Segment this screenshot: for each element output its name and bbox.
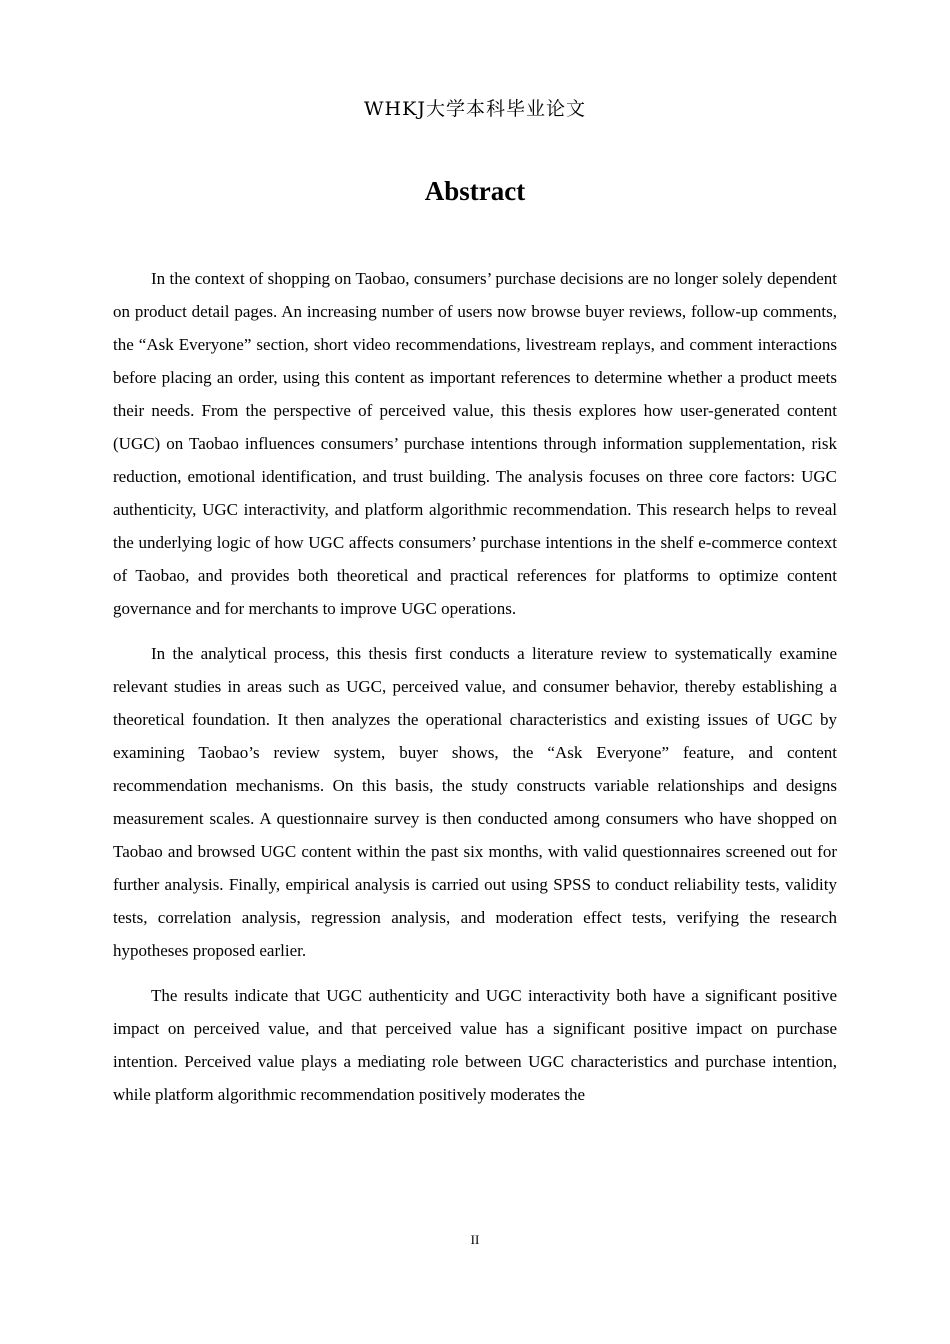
abstract-body [113,262,837,1123]
running-header: WHKJ大学本科毕业论文 [364,98,586,120]
page-number: II [470,1232,480,1247]
abstract-paragraph-2: In the analytical process, this thesis first conducts a literature review to systematically examine relevant studies in areas such as UGC, perceived value, and consumer behavior, thereby establishing a theoretical foundation. It then analyzes the operational characteristics and existing issues of UGC by examining Taobao’s review system, buyer shows, the “Ask Everyone” feature, and content recommendation mechanisms. On this basis, the study constructs variable relationships and designs measurement scales. A questionnaire survey is then conducted among consumers who have shopped on Taobao and browsed UGC content within the past six months, with valid questionnaires screened out for further analysis. Finally, empirical analysis is carried out using SPSS to conduct reliability tests, validity tests, correlation analysis, regression analysis, and moderation effect tests, verifying the research hypotheses proposed earlier. [113,644,837,960]
page-title: Abstract [424,176,526,206]
abstract-paragraph-1: In the context of shopping on Taobao, consumers’ purchase decisions are no longer solely dependent on product detail pages. An increasing number of users now browse buyer reviews, follow-up comments, the “Ask Everyone” section, short video recommendations, livestream replays, and comment interactions before placing an order, using this content as important references to determine whether a product meets their needs. From the perspective of perceived value, this thesis explores how user-generated content (UGC) on Taobao influences consumers’ purchase intentions through information supplementation, risk reduction, emotional identification, and trust building. The analysis focuses on three core factors: UGC authenticity, UGC interactivity, and platform algorithmic recommendation. This research helps to reveal the underlying logic of how UGC affects consumers’ purchase intentions in the shelf e-commerce context of Taobao, and provides both theoretical and practical references for platforms to optimize content governance and for merchants to improve UGC operations. [113,269,837,618]
abstract-paragraph-3: The results indicate that UGC authenticity and UGC interactivity both have a significant positive impact on perceived value, and that perceived value has a significant positive impact on purchase intention. Perceived value plays a mediating role between UGC characteristics and purchase intention, while platform algorithmic recommendation positively moderates the [113,986,837,1104]
